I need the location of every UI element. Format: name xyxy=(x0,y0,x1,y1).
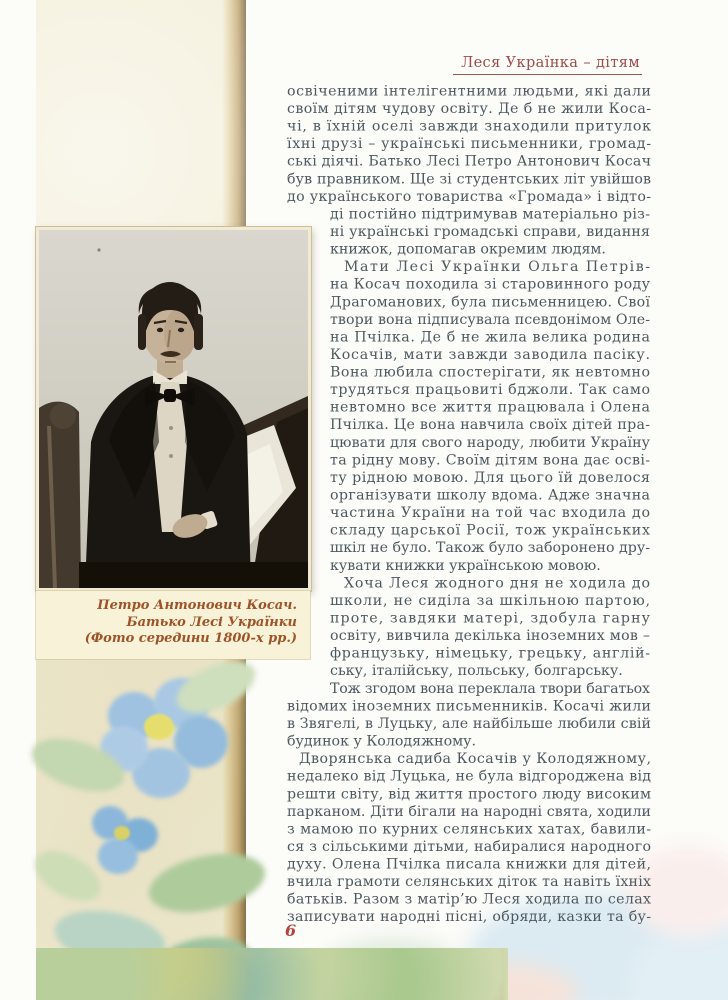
svg-text:на Пчілка. Де б не жила велика: на Пчілка. Де б не жила велика родина xyxy=(330,329,650,346)
leaf xyxy=(27,841,109,912)
svg-text:трудяться працьовиті бджоли. Т: трудяться працьовиті бджоли. Так само xyxy=(330,382,650,399)
svg-text:духу. Олена Пчілка писала книж: духу. Олена Пчілка писала книжки для дітей, xyxy=(287,856,651,873)
body-text-block-top xyxy=(287,82,651,209)
svg-text:решти світу, від життя простог: решти світу, від життя простого люду високим xyxy=(287,786,651,803)
svg-text:Мати Лесі Українки Ольга Петрі: Мати Лесі Українки Ольга Петрів- xyxy=(344,259,650,276)
bottom-flower-band xyxy=(36,948,508,1000)
caption-line: Петро Антонович Косач. xyxy=(97,598,297,613)
svg-text:складу царської Росії, тож укр: складу царської Росії, тож українських xyxy=(330,522,650,539)
svg-text:батьків. Разом з матір’ю Леся: батьків. Разом з матір’ю Леся ходила по селах xyxy=(287,891,651,908)
portrait-photo-drawing xyxy=(39,230,308,588)
svg-text:школи, не сиділа за шкільною п: школи, не сиділа за шкільною партою, xyxy=(330,592,650,609)
svg-text:записувати народні пісні, обря: записувати народні пісні, обряди, казки та бу- xyxy=(287,909,651,926)
svg-text:ські діячі. Батько Лесі Петро: ські діячі. Батько Лесі Петро Антонович Косач xyxy=(287,153,651,170)
svg-text:своїм дітям чудову освіту. Де: своїм дітям чудову освіту. Де б не жили Коса- xyxy=(287,100,651,117)
svg-text:в Звягелі, в Луцьку, але найбі: в Звягелі, в Луцьку, але найбільше любили свій xyxy=(287,715,651,732)
svg-text:до українського товариства «Гр: до українського товариства «Громада» і відто- xyxy=(287,188,651,205)
flower-petal xyxy=(98,838,138,874)
svg-text:недалеко від Луцька, не була в: недалеко від Луцька, не була відгороджена від xyxy=(287,768,651,785)
portrait-photo xyxy=(36,227,311,591)
page-number: 6 xyxy=(285,921,297,940)
svg-text:був правником. Ще зі студентсь: був правником. Ще зі студентських літ увійшов xyxy=(287,171,651,188)
svg-text:твори вона підписувала псевдон: твори вона підписувала псевдонімом Оле- xyxy=(330,311,650,328)
svg-text:ні українські громадські справ: ні українські громадські справи, видання xyxy=(330,223,650,240)
body-text-block-bottom xyxy=(287,697,651,930)
svg-text:частина України на той час вхо: частина України на той час входила до xyxy=(330,505,650,522)
running-header: Леся Українка – дітям xyxy=(453,55,642,75)
svg-text:ся з сільськими дітьми, набира: ся з сільськими дітьми, набиралися народного xyxy=(287,838,651,855)
svg-text:Хоча Леся жодного дня не ходил: Хоча Леся жодного дня не ходила до xyxy=(344,575,650,592)
svg-text:Тож згодом вона переклала твор: Тож згодом вона переклала твори багатьох xyxy=(330,680,650,697)
svg-text:цювати для свого народу, любит: цювати для свого народу, любити Україну xyxy=(330,434,650,451)
photo-caption xyxy=(36,591,310,659)
svg-text:організувати школу вдома. Адже: організувати школу вдома. Адже значна xyxy=(330,487,650,504)
svg-text:вчила грамоти селянських діток: вчила грамоти селянських діток та навіть їхніх xyxy=(287,874,651,891)
svg-text:з мамою по курних селянських х: з мамою по курних селянських хатах, бавили- xyxy=(287,821,651,838)
svg-text:Дворянська садиба Косачів у Ко: Дворянська садиба Косачів у Колодяжному, xyxy=(299,751,651,768)
flower-center xyxy=(114,826,130,840)
svg-text:шкіл не було. Також було забор: шкіл не було. Також було заборонено дру- xyxy=(330,540,650,557)
caption-line: Батько Лесі Українки xyxy=(126,614,297,630)
svg-text:будинок у Колодяжному.: будинок у Колодяжному. xyxy=(287,733,477,750)
svg-text:ді постійно підтримував матері: ді постійно підтримував матеріально різ- xyxy=(330,206,650,223)
svg-text:кувати книжки українською мово: кувати книжки українською мовою. xyxy=(330,557,601,574)
svg-text:Драгоманових, була письменнице: Драгоманових, була письменницею. Свої xyxy=(330,294,650,311)
svg-text:на Косач походила зі старовинн: на Косач походила зі старовинного роду xyxy=(330,276,650,293)
caption-line: (Фото середини 1800-х рр.) xyxy=(84,631,297,646)
svg-text:книжок, допомагав окремим людя: книжок, допомагав окремим людям. xyxy=(330,241,606,258)
svg-text:ту рідною мовою. Для цього їй: ту рідною мовою. Для цього їй довелося xyxy=(330,469,650,486)
leaf xyxy=(144,844,271,921)
flower-center xyxy=(144,714,174,740)
svg-text:відомих іноземних письменників: відомих іноземних письменників. Косачі жили xyxy=(287,698,651,715)
body-text-block-beside-photo xyxy=(330,205,650,701)
svg-text:чі, в їхній оселі завжди знахо: чі, в їхній оселі завжди знаходили притулок xyxy=(287,118,651,135)
svg-text:Пчілка. Це вона навчила своїх: Пчілка. Це вона навчила своїх дітей пра- xyxy=(330,417,650,434)
svg-text:їхні друзі – українські письме: їхні друзі – українські письменники, громад- xyxy=(287,136,651,153)
svg-text:французьку, німецьку, грецьку,: французьку, німецьку, грецьку, англій- xyxy=(330,645,650,662)
svg-text:та рідну мову. Своїм дітям вон: та рідну мову. Своїм дітям вона дає осві- xyxy=(330,452,650,469)
svg-text:Вона любила спостерігати, як н: Вона любила спостерігати, як невтомно xyxy=(330,364,650,381)
svg-text:парканом. Діти бігали на народ: парканом. Діти бігали на народні свята, ходили xyxy=(287,803,651,820)
svg-text:Косачів, мати завжди заводила: Косачів, мати завжди заводила пасіку. xyxy=(330,346,650,363)
svg-text:ську, італійську, польську, бо: ську, італійську, польську, болгарську. xyxy=(330,663,623,680)
svg-text:освіту, вивчила декілька інозе: освіту, вивчила декілька іноземних мов – xyxy=(330,628,650,645)
svg-text:освіченими інтелігентними людь: освіченими інтелігентними людьми, які дали xyxy=(287,83,651,100)
svg-text:невтомно все життя працювала і: невтомно все життя працювала і Олена xyxy=(330,399,650,416)
svg-text:проте, завдяки матері, здобула: проте, завдяки матері, здобула гарну xyxy=(330,610,650,627)
